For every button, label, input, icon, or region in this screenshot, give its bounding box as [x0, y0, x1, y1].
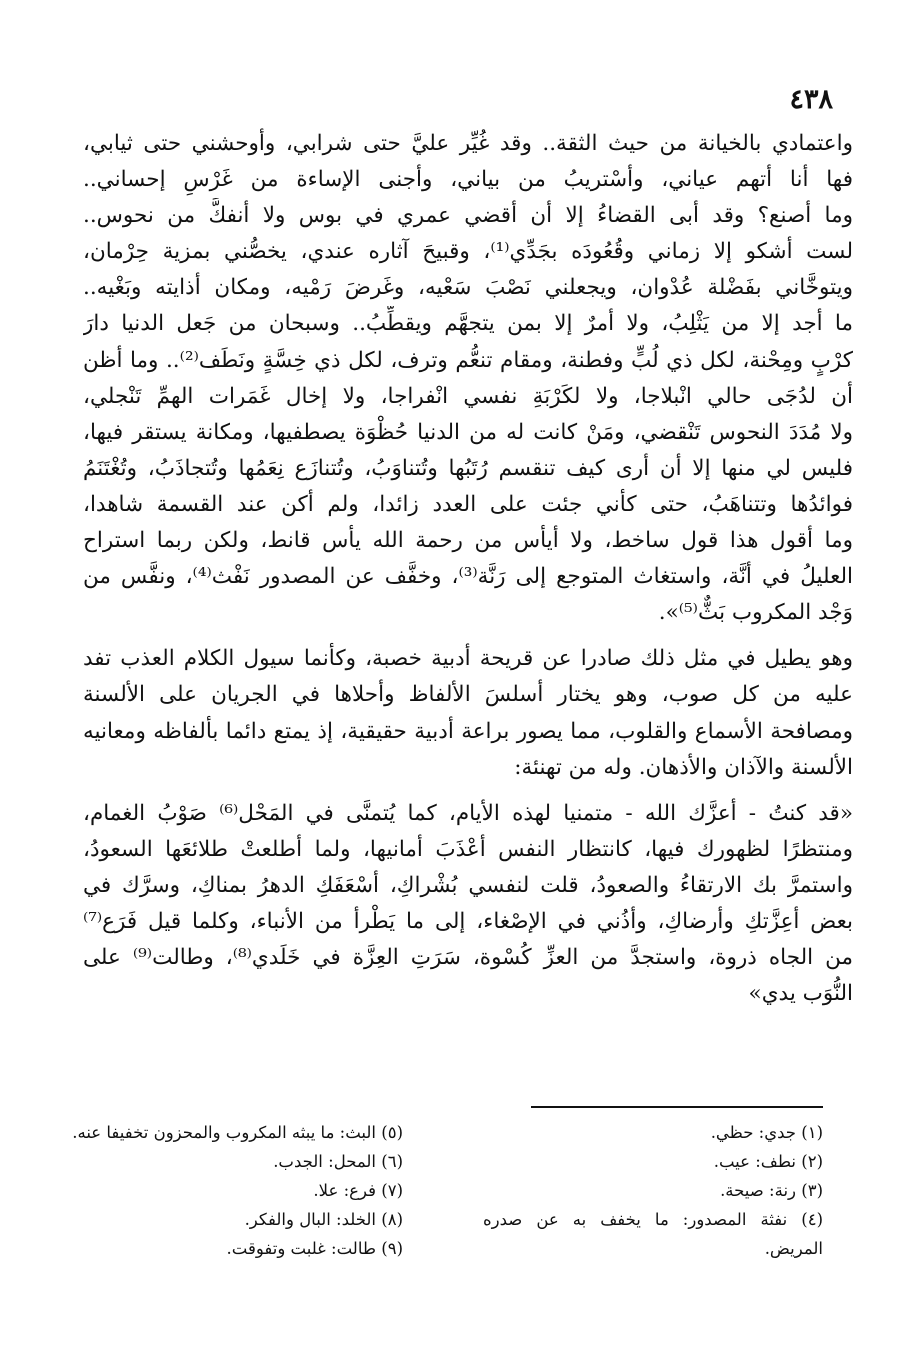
footnote: (٢) نطف: عيب.: [713, 1152, 823, 1171]
text-line: ومصافحة الأسماع والقلوب، مما يصور براعة أدبية حقيقية، إذ يمتع دائما بألفاظه ومعانيه: [83, 718, 853, 744]
text-line: العليلُ في أنَّة، واستغاث المتوجع إلى رَنَّة⁽³⁾، وخفَّف عن المصدور نَفْث⁽⁴⁾، ونفَّس من: [83, 564, 853, 590]
text-line: فوائدُها وتتناهَبُ، حتى كأني جئت على العدد زائدا، ولم أكن عند القسمة شاهدا،: [83, 491, 853, 517]
body-text: [83, 126, 853, 1012]
paragraph: [83, 796, 853, 1013]
text-line: وَجْد المكروب بَثٌّ⁽⁵⁾».: [658, 600, 853, 626]
text-line: ومنتظرًا لظهورك فيها، كانتظار النفس أعْذَبَ أمانيها، ولما أطلعتْ طلائعَها السعودُ،: [83, 836, 853, 862]
footnote: (٥) البث: ما يبثه المكروب والمحزون تخفيفا عنه.: [72, 1123, 403, 1142]
footnote: (٨) الخلد: البال والفكر.: [244, 1210, 403, 1229]
footnote: (٧) فرع: علا.: [313, 1181, 403, 1200]
text-line: واعتمادي بالخيانة من حيث الثقة.. وقد غُيِّر عليَّ حتى شرابي، وأوحشني حتى ثيابي،: [83, 131, 853, 156]
paragraph: [83, 126, 853, 631]
text-line: لست أشكو إلا زماني وقُعُودَه بجَدِّي⁽¹⁾، وقبيحَ آثاره عندي، يخصُّني بمزية حِرْمان،: [83, 239, 853, 265]
text-line: ما أجد إلا من يَثْلِبُ، ولا أمرٌ إلا بمن يتجهَّم ويقطِّبُ.. وسبحان من جَعل الدنيا دارَ: [83, 311, 853, 337]
text-line: بعض أعِزَّتكِ وأرضاكِ، وأذُني في الإصْغاء، إلى ما يَطْرأ من الأنباء، وكلما قيل فَرَع⁽⁷⁾: [83, 908, 853, 934]
text-line: الألسنة والآذان والأذهان. وله من تهنئة:: [514, 754, 853, 780]
page-number: ٤٣٨: [789, 84, 833, 115]
text-line: عليه من كل صوب، وهو يختار أسلسَ الألفاظ وأحلاها في الجريان على الألسنة: [83, 682, 853, 708]
footnotes-column-right: [483, 1118, 823, 1263]
text-line: ولا مُدَدَ النحوس تَنْقضي، ومَنْ كانت له من الدنيا حُظْوَة يصطفيها، ومكانة يستقر فيها،: [83, 419, 853, 445]
text-line: «قد كنتُ - أعزَّك الله - متمنيا لهذه الأيام، كما يُتمنَّى في المَحْل⁽⁶⁾ صَوْبُ الغمام،: [83, 800, 853, 826]
footnote: (٦) المحل: الجدب.: [273, 1152, 403, 1171]
text-line: فها أنا أتهم عياني، وأسْتريبُ من بياني، وأجنى الإساءة من غَرْسِ إحساني..: [83, 167, 853, 193]
footnote: (٩) طالت: غلبت وتفوقت.: [226, 1239, 403, 1258]
text-line: ويتوخَّاني بفَضْلة عُدْوان، ويجعلني نَصْبَ سَعْيه، وغَرضَ رَمْيه، ومكان أذايته وبَغْيه..: [83, 275, 853, 301]
footnote: (١) جدي: حظي.: [710, 1123, 823, 1142]
text-line: من الجاه ذروة، واستجدَّ من العزِّ كُسْوة، سَرَتِ العِزَّة في خَلَدي⁽⁸⁾، وطالت⁽⁹⁾ على: [83, 945, 853, 971]
footnote-continuation: المريض.: [764, 1239, 823, 1258]
footnote-divider: [531, 1106, 823, 1108]
text-line: كرْبٍ ومِحْنة، لكل ذي لُبٍّ وفطنة، ومقام تنعُّم وترف، لكل ذي خِسَّةٍ ونَطَف⁽²⁾.. وما أظن: [83, 347, 853, 373]
footnote: (٤) نفثة المصدور: ما يخفف به عن صدره: [483, 1210, 823, 1229]
text-line: واستمرَّ بك الارتقاءُ والصعودُ، قلت لنفسي بُشْراكِ، أسْعَفَكِ الدهرُ بمناكِ، وسرَّك في: [83, 872, 853, 898]
text-line: النُّوَب يدي»: [748, 981, 853, 1007]
text-line: وما أصنع؟ وقد أبى القضاءُ إلا أن أقضي عمري في بوس ولا أنفكَّ من نحوس..: [83, 203, 853, 229]
footnote: (٣) رنة: صيحة.: [720, 1181, 823, 1200]
text-line: فليس لي منها إلا أن أرى كيف تنقسم رُتَبُها وتُتناوَبُ، وتُتنازَع نِعَمُها وتُتجاذَبُ، وتُغْتَنَمُ: [83, 455, 853, 481]
text-line: وما أقول هذا قول ساخط، ولا أيأس من رحمة الله يأس قانط، ولكن ربما استراح: [83, 528, 853, 554]
text-line: وهو يطيل في مثل ذلك صادرا عن قريحة أدبية خصبة، وكأنما سيول الكلام العذب تفد: [83, 646, 853, 672]
paragraph: [83, 641, 853, 785]
text-line: أن لدُجَى حالي انْبلاجا، ولا لكَرْبَةِ نفسي انْفراجا، ولا إخال غَمَرات الهمِّ تَنْجلي،: [83, 383, 853, 409]
footnotes-column-left: [63, 1118, 403, 1263]
